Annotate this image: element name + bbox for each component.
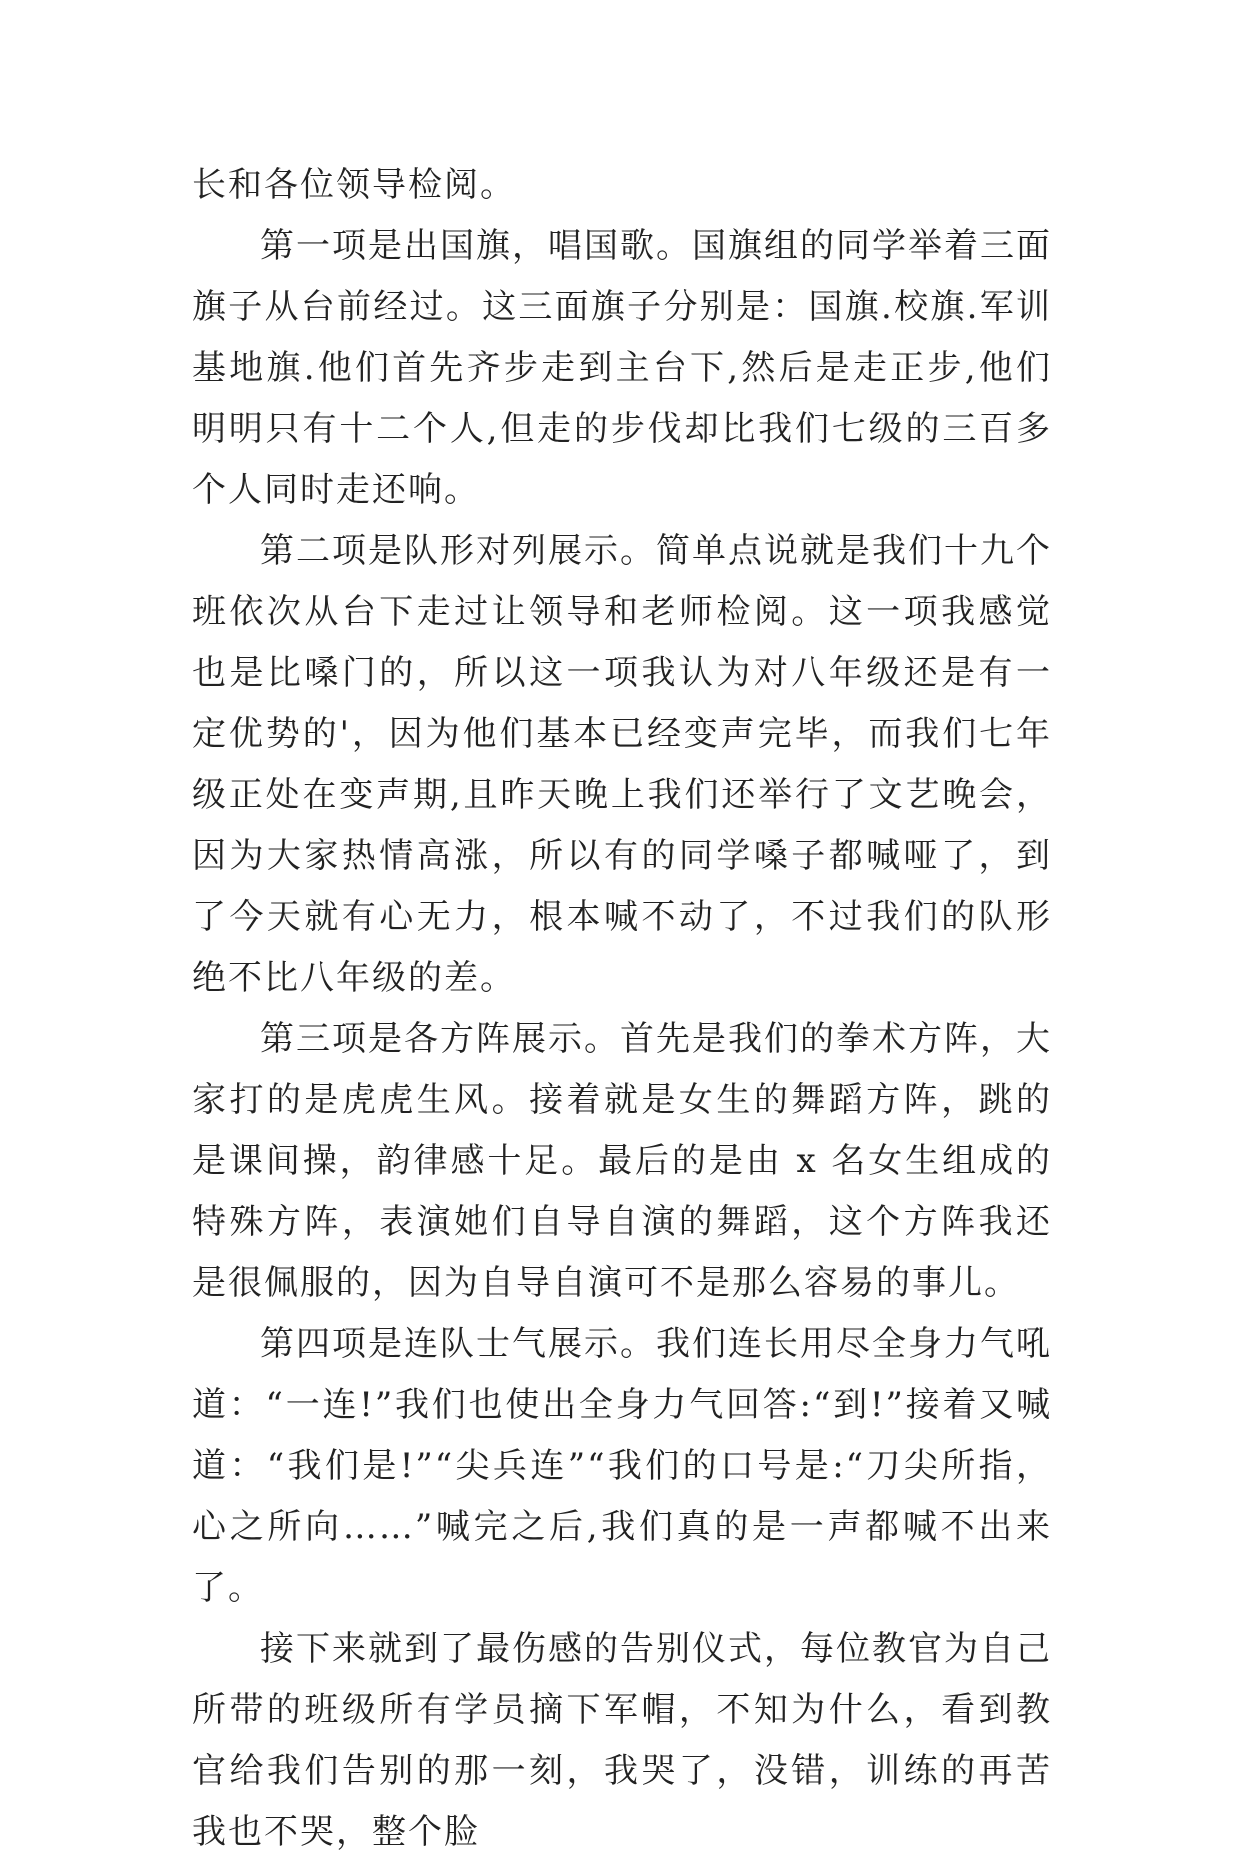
- paragraph-5: 第四项是连队士气展示。我们连长用尽全身力气吼道：“一连!”我们也使出全身力气回答:“到!”接着又喊道：“我们是!”“尖兵连”“我们的口号是:“刀尖所指，心之所向……”喊完之后,我们真的是一声都喊不出来了。: [192, 1324, 1052, 1608]
- paragraph-2: 第一项是出国旗，唱国歌。国旗组的同学举着三面旗子从台前经过。这三面旗子分别是：国旗.校旗.军训基地旗.他们首先齐步走到主台下,然后是走正步,他们明明只有十二个人,但走的步伐却比我们七级的三百多个人同时走还响。: [192, 226, 1052, 510]
- paragraph-1: 长和各位领导检阅。: [192, 165, 516, 205]
- paragraph-3: 第二项是队形对列展示。简单点说就是我们十九个班依次从台下走过让领导和老师检阅。这一项我感觉也是比嗓门的，所以这一项我认为对八年级还是有一定优势的'，因为他们基本已经变声完毕，而我们七年级正处在变声期,且昨天晚上我们还举行了文艺晚会，因为大家热情高涨，所以有的同学嗓子都喊哑了，到了今天就有心无力，根本喊不动了，不过我们的队形绝不比八年级的差。: [192, 531, 1052, 998]
- paragraph-6: 接下来就到了最伤感的告别仪式，每位教官为自己所带的班级所有学员摘下军帽，不知为什么，看到教官给我们告别的那一刻，我哭了，没错，训练的再苦我也不哭，整个脸: [192, 1629, 1052, 1852]
- paragraph-4: 第三项是各方阵展示。首先是我们的拳术方阵，大家打的是虎虎生风。接着就是女生的舞蹈方阵，跳的是课间操，韵律感十足。最后的是由 x 名女生组成的特殊方阵，表演她们自导自演的舞蹈，这个方阵我还是很佩服的，因为自导自演可不是那么容易的事儿。: [192, 1019, 1052, 1303]
- document-body: [192, 155, 1052, 1863]
